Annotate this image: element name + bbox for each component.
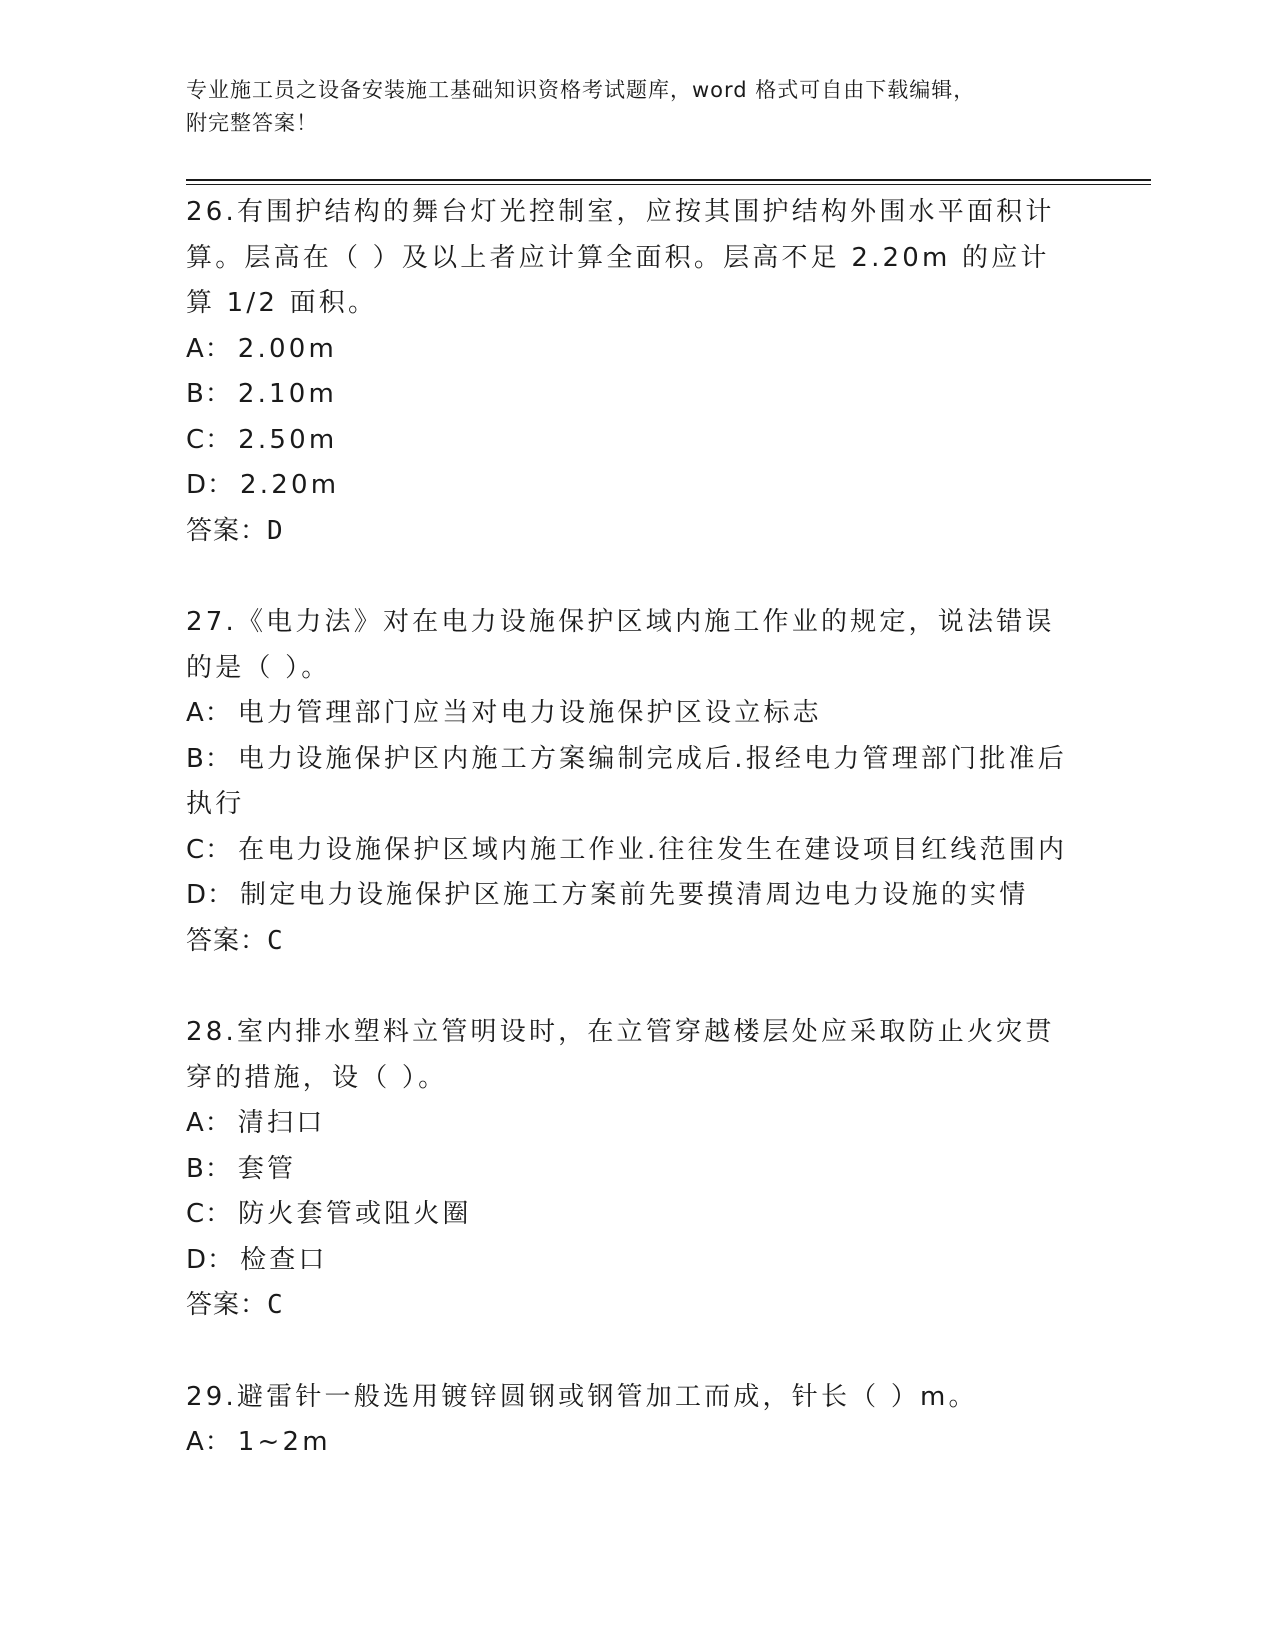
option-a (186, 691, 1076, 737)
option-text: 1~2m (237, 1427, 331, 1457)
option-text: 2.10m (237, 379, 338, 409)
option-a (186, 1101, 1076, 1147)
answer-line (186, 509, 1076, 555)
document-header (186, 74, 1066, 140)
option-c (186, 828, 1076, 874)
option-key: B： (186, 379, 232, 409)
question-stem: 27.《电力法》对在电力设施保护区域内施工作业的规定，说法错误的是（ ）。 (186, 607, 1055, 683)
option-key: B： (186, 743, 232, 774)
header-line-1: 专业施工员之设备安装施工基础知识资格考试题库，word 格式可自由下载编辑， (186, 78, 976, 102)
answer-line (186, 1283, 1076, 1329)
option-text: 检查口 (240, 1244, 328, 1275)
option-text: 在电力设施保护区域内施工作业.往往发生在建设项目红线范围内 (238, 834, 1068, 865)
header-divider-thin (186, 184, 1151, 185)
option-key: D： (186, 1244, 235, 1275)
option-b (186, 372, 1076, 418)
option-text: 电力设施保护区内施工方案编制完成后.报经电力管理部门批准后执行 (186, 743, 1067, 819)
question-27 (186, 600, 1076, 964)
header-line-2: 附完整答案！ (186, 111, 318, 135)
answer-label: 答案： (186, 925, 268, 956)
question-stem: 26.有围护结构的舞台灯光控制室，应按其围护结构外围水平面积计算。层高在（ ）及以上者应计算全面积。层高不足 2.20m 的应计算 1/2 面积。 (186, 197, 1055, 318)
option-text: 套管 (237, 1153, 297, 1184)
option-b (186, 1147, 1076, 1193)
question-list (186, 190, 1076, 1512)
option-key: C： (186, 834, 233, 865)
option-key: C： (186, 1199, 233, 1229)
option-text: 清扫口 (237, 1108, 326, 1138)
option-key: A： (186, 1108, 232, 1138)
option-text: 制定电力设施保护区施工方案前先要摸清周边电力设施的实情 (240, 880, 1029, 910)
option-c (186, 1192, 1076, 1238)
answer-label: 答案： (186, 515, 268, 546)
option-text: 2.20m (240, 470, 340, 500)
option-key: D： (186, 470, 235, 500)
answer-value: C (267, 1290, 284, 1320)
option-key: C： (186, 424, 233, 455)
option-text: 2.50m (238, 424, 338, 455)
option-b (186, 737, 1076, 828)
answer-value: C (267, 925, 284, 956)
question-29 (186, 1375, 1076, 1466)
option-text: 电力管理部门应当对电力设施保护区设立标志 (237, 698, 822, 728)
option-d (186, 463, 1076, 509)
option-text: 防火套管或阻火圈 (238, 1199, 472, 1229)
option-key: B： (186, 1153, 232, 1184)
question-stem: 28.室内排水塑料立管明设时，在立管穿越楼层处应采取防止火灾贯穿的措施，设（ ）。 (186, 1017, 1055, 1093)
option-key: A： (186, 1427, 232, 1457)
question-26 (186, 190, 1076, 554)
answer-value: D (267, 515, 284, 546)
option-a (186, 327, 1076, 373)
option-key: A： (186, 698, 232, 728)
option-key: A： (186, 333, 232, 364)
header-divider-thick (186, 179, 1151, 181)
question-28 (186, 1010, 1076, 1329)
option-text: 2.00m (237, 333, 338, 364)
answer-line (186, 919, 1076, 965)
option-a (186, 1420, 1076, 1466)
option-d (186, 873, 1076, 919)
option-key: D： (186, 880, 235, 910)
option-c (186, 418, 1076, 464)
option-d (186, 1238, 1076, 1284)
question-stem: 29.避雷针一般选用镀锌圆钢或钢管加工而成，针长（ ）m。 (186, 1381, 978, 1412)
answer-label: 答案： (186, 1290, 268, 1320)
